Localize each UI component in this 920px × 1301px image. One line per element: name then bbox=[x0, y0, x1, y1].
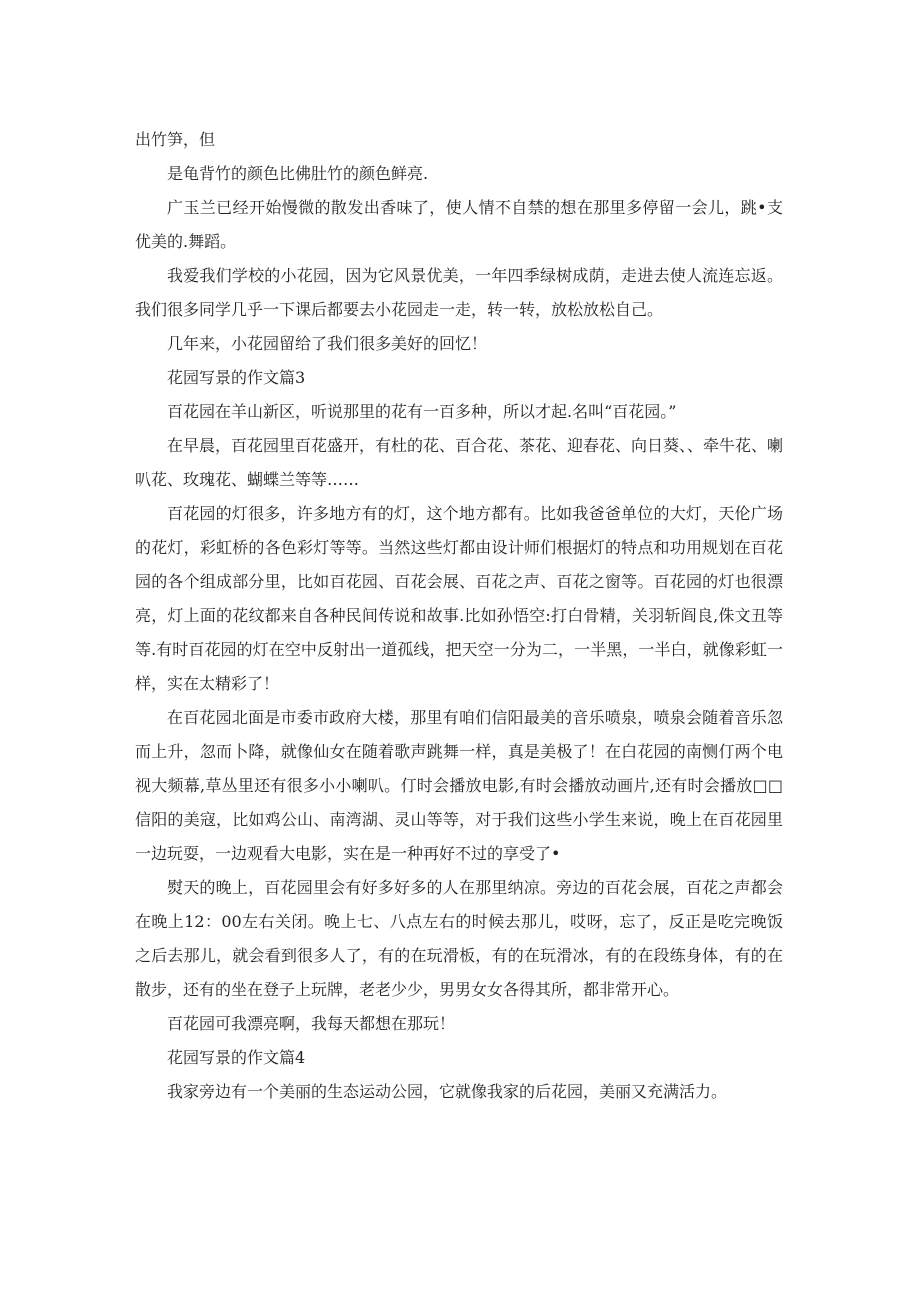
paragraph-4: 我爱我们学校的小花园，因为它风景优美，一年四季绿树成荫，走进去使人流连忘返。我们很多同学几乎一下课后都要去小花园走一走，转一转，放松放松自己。 bbox=[135, 266, 783, 319]
paragraph-12: 百花园可我漂亮啊，我每天都想在那玩！ bbox=[167, 1014, 456, 1033]
paragraph-11: 熨天的晚上，百花园里会有好多好多的人在那里纳凉。旁边的百花会展，百花之声都会在晚上12：00左右关闭。晚上七、八点左右的时候去那儿，哎呀，忘了，反正是吃完晚饭之后去那儿，就会看到很多人了，有的在玩滑板，有的在玩滑冰，有的在段练身体，有的在散步，还有的坐在登子上玩牌，老老少少，男男女女各得其所，都非常开心。 bbox=[135, 878, 783, 999]
paragraph-7: 百花园在羊山新区，听说那里的花有一百多种，所以才起.名叫“百花园。” bbox=[167, 402, 677, 421]
paragraph-3: 广玉兰已经开始慢微的散发出香味了，使人情不自禁的想在那里多停留一会儿，跳•支优美的.舞蹈。 bbox=[135, 198, 783, 251]
section-heading-4: 花园写景的作文篇4 bbox=[167, 1048, 306, 1067]
paragraph-2: 是龟背竹的颜色比佛肚竹的颜色鲜亮. bbox=[167, 164, 429, 183]
paragraph-8: 在早晨，百花园里百花盛开，有杜的花、百合花、茶花、迎春花、向日葵、、牵牛花、喇叭花、玫瑰花、蝴蝶兰等等…… bbox=[135, 436, 784, 489]
section-heading-3: 花园写景的作文篇3 bbox=[167, 368, 306, 387]
paragraph-1: 出竹笋，但 bbox=[135, 130, 216, 149]
paragraph-5: 几年来，小花园留给了我们很多美好的回忆！ bbox=[167, 334, 488, 353]
paragraph-14: 我家旁边有一个美丽的生态运动公园，它就像我家的后花园，美丽又充满活力。 bbox=[167, 1082, 728, 1101]
document-body bbox=[135, 123, 783, 1109]
paragraph-10: 在百花园北面是市委市政府大楼，那里有咱们信阳最美的音乐喷泉，喷泉会随着音乐忽而上升，忽而卜降，就像仙女在随着歌声跳舞一样，真是美极了！在白花园的南恻仃两个电视大频幕,草丛里还有很多小小喇叭。仃时会播放电影,有时会播放动画片,还有时会播放□□信阳的美寇，比如鸡公山、南湾湖、灵山等等，对于我们这些小学生来说，晚上在百花园里一边玩耍，一边观看大电影，实在是一种再好不过的享受了• bbox=[135, 708, 783, 863]
paragraph-9: 百花园的灯很多，许多地方有的灯，这个地方都有。比如我爸爸单位的大灯，天伦广场的花灯，彩虹桥的各色彩灯等等。当然这些灯都由设计师们根据灯的特点和功用规划在百花园的各个组成部分里，比如百花园、百花会展、百花之声、百花之窗等。百花园的灯也很漂亮，灯上面的花纹都来自各种民间传说和故事.比如孙悟空:打白骨精，关羽斩阎良,侏文丑等等.有时百花园的灯在空中反射出一道孤线，把天空一分为二，一半黑，一半白，就像彩虹一样，实在太精彩了！ bbox=[135, 504, 783, 693]
